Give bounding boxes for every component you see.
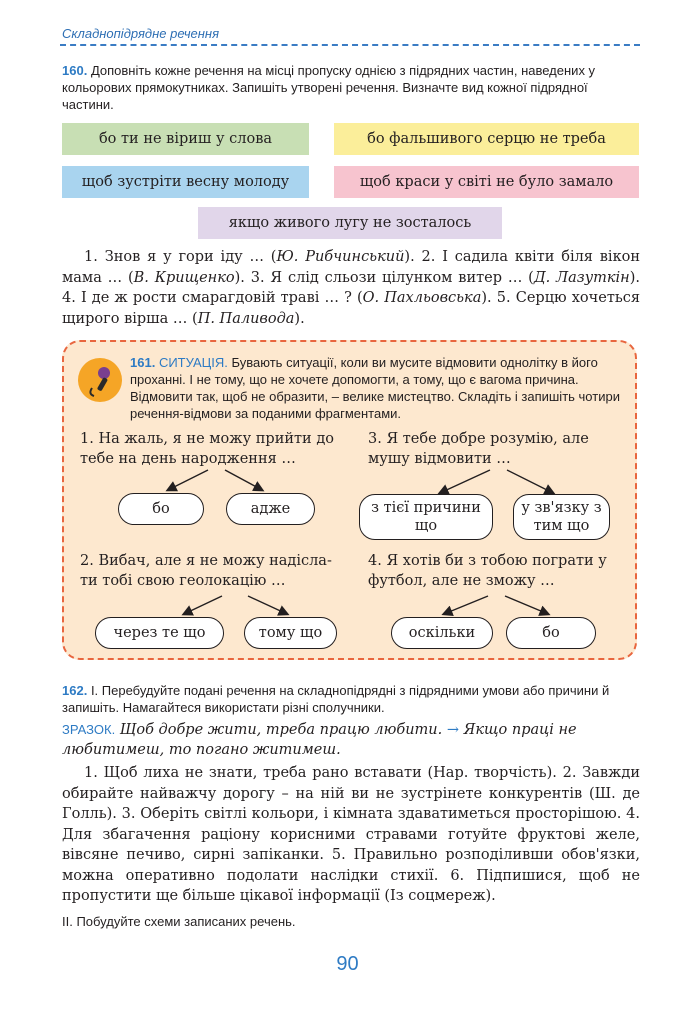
task-162-sentences: 1. Щоб лиха не знати, треба рано вставати (Нар. творчість). 2. Завжди обирайте найважчу дорогу – на ній ви не зустрінете конкурентів (Ш. де Голль). 3. Оберіть світлі кольори, і кімната здаватиметься просторішою. 4. Для збагачення раціону корисними стравами готуйте фруктові желе, вівсяне печиво, сирні запіканки. 5. Правильно розподіливши обов'язки, можна оперативно подолати наслідки стихії. 6. Підпишися, щоб не пропустити ще більше цікавої інформації (Із соцмереж).: [62, 765, 640, 904]
clause-box: якщо живого лугу не зосталось: [198, 207, 502, 239]
task-number: 160.: [62, 63, 88, 78]
conjunction-option: бо: [118, 493, 204, 525]
fragment-2: 2. Вибач, але я не можу надісла- ти тобі свою геолокацію …: [80, 553, 332, 589]
fragment-1: 1. На жаль, я не можу прийти до тебе на день народження …: [80, 431, 334, 467]
fragment-4: 4. Я хотів би з тобою пограти у футбол, але не зможу …: [368, 553, 607, 589]
page-number: 90: [336, 953, 359, 975]
clause-box: щоб зустріти весну молоду: [62, 166, 309, 198]
clause-box: бо ти не віриш у слова: [62, 123, 309, 155]
task-162-part2: II. Побудуйте схеми записаних речень.: [62, 914, 296, 929]
conjunction-option: адже: [226, 493, 315, 525]
task-text: Доповніть кожне речення на місці пропуску однією з підрядних частин, наведених у кольорових прямокутниках. Запишіть утворені речення. Визначте вид кожної підрядної частини.: [62, 63, 596, 112]
fragment-3: 3. Я тебе добре розумію, але мушу відмовити …: [368, 431, 589, 467]
conjunction-option: бо: [506, 617, 596, 649]
conjunction-option: через те що: [95, 617, 224, 649]
conjunction-option: у зв'язку з тим що: [513, 494, 610, 540]
clause-box: щоб краси у світі не було замало: [334, 166, 639, 198]
conjunction-option: тому що: [244, 617, 337, 649]
task-161-instruction: 161. СИТУАЦІЯ. Бувають ситуації, коли ви мусите відмовити однолітку в його проханні. І не тому, що не хочете допомогти, а тому, що є вагома причина. Відмовити так, щоб не образити, – велике мистецтво. Складіть і запишіть чотири речення-відмови за поданими фрагментами.: [130, 355, 620, 421]
section-title: Складнопідрядне речення: [62, 26, 220, 41]
conjunction-option: оскільки: [391, 617, 493, 649]
sample: ЗРАЗОК. Щоб добре жити, треба працю любити. → Якщо праці не любитимеш, то погано житимеш.: [62, 722, 577, 758]
conjunction-option: з тієї причини що: [359, 494, 493, 540]
task-162-instruction: 162. І. Перебудуйте подані речення на складнопідрядні з підрядними умови або причини й запишіть. Намагайтеся використати різні сполучники.: [62, 683, 610, 715]
task-160-sentences: 1. Знов я у гори іду … (Ю. Рибчинський). 2. І садила квіти біля вікон мама … (В. Крищенко). 3. Я слід сльози цілунком витер … (Д. Лазуткін). 4. І де ж рости смарагдовій траві … ? (О. Пахльовська). 5. Серцю хочеться щирого вірша … (П. Паливода).: [62, 249, 641, 327]
clause-box: бо фальшивого серцю не треба: [334, 123, 639, 155]
